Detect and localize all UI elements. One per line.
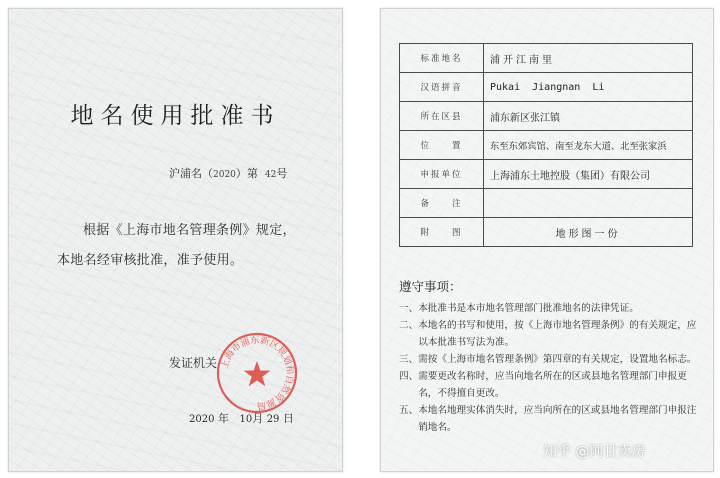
place-name-info-table — [399, 43, 693, 247]
row-label: 位 置 — [400, 131, 484, 160]
certificate-details-page — [380, 8, 714, 472]
approval-text-line-2: 本地名经审核批准，准予使用。 — [57, 253, 244, 268]
document-number: 沪浦名（2020）第 42号 — [169, 167, 288, 180]
row-value: Pukai Jiangnan Li — [484, 73, 693, 102]
official-seal-icon — [215, 331, 299, 415]
row-label: 所在区县 — [400, 102, 484, 131]
table-row — [400, 218, 693, 247]
approval-text-line-1: 根据《上海市地名管理条例》规定， — [83, 223, 296, 238]
rules-title: 遵守事项： — [399, 279, 462, 294]
row-value: 浦东新区张江镇 — [484, 102, 693, 131]
list-item: 五、 本地名地理实体消失时，应当向所在的区或县地名管理部门申报注销地名。 — [399, 405, 697, 433]
source-watermark: 知乎 @阿甘卖房 — [543, 444, 646, 460]
table-row — [400, 189, 693, 218]
row-label: 申报单位 — [400, 160, 484, 189]
seal-text: 上海市浦东新区规划和自然资源局 — [219, 334, 296, 412]
row-value: 上海浦东土地控股（集团）有限公司 — [484, 160, 693, 189]
issuing-authority-label: 发证机关 — [169, 356, 218, 370]
issue-date: 2020 年 10月 29 日 — [189, 412, 294, 425]
list-item: 三、 需按《上海市地名管理条例》第四章的有关规定，设置地名标志。 — [399, 354, 697, 365]
list-item: 四、 需要更改名称时，应当向地名所在的区或县地名管理部门申报更名，不得擅自更改。 — [399, 371, 687, 399]
row-value: 浦开江南里 — [484, 44, 693, 73]
rules-list — [399, 300, 699, 436]
row-label: 备 注 — [400, 189, 484, 218]
list-item: 二、 本地名的书写和使用，按《上海市地名管理条例》的有关规定，应以本批准书写法为准。 — [399, 320, 697, 348]
approval-certificate-page — [8, 8, 343, 472]
table-row — [400, 44, 693, 73]
row-value: 地形图一份 — [484, 218, 693, 247]
row-value — [484, 189, 693, 218]
row-label: 标准地名 — [400, 44, 484, 73]
table-row — [400, 73, 693, 102]
row-label: 附 图 — [400, 218, 484, 247]
table-row — [400, 160, 693, 189]
certificate-title: 地名使用批准书 — [70, 103, 281, 129]
row-value: 东至东郊宾馆、南至龙东大道、北至张家浜 — [484, 131, 693, 160]
list-item: 一、 本批准书是本市地名管理部门批准地名的法律凭证。 — [399, 303, 639, 314]
table-row — [400, 131, 693, 160]
row-label: 汉语拼音 — [400, 73, 484, 102]
table-row — [400, 102, 693, 131]
